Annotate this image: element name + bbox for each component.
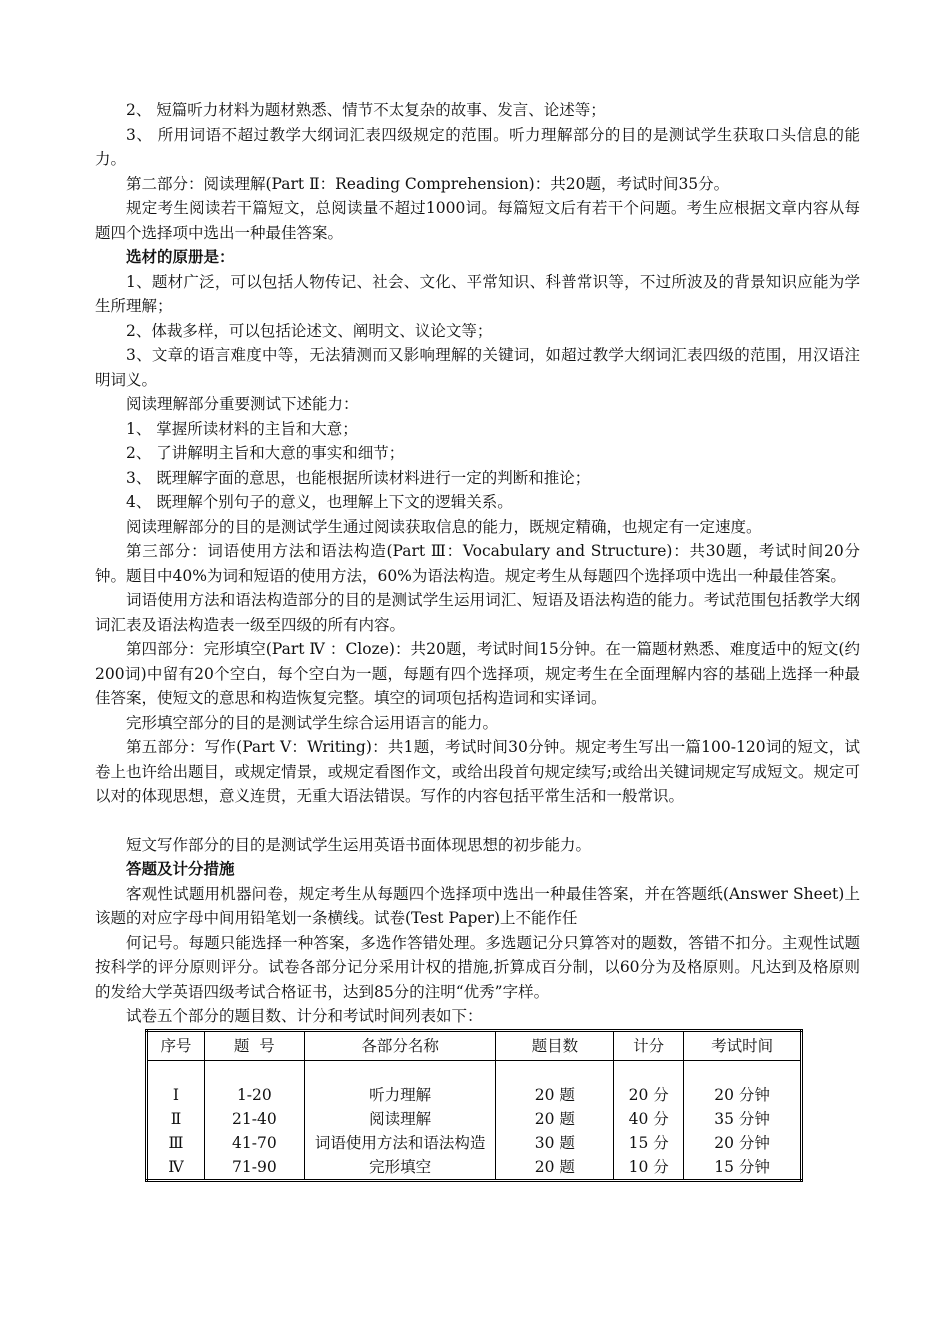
table-cell: 10 分 — [614, 1155, 684, 1181]
section-heading-part4: 第四部分：完形填空(Part Ⅳ ：Cloze)：共20题，考试时间15分钟。在一篇题材熟悉、难度适中的短文(约200词)中留有20个空白，每个空白为一题，每题有四个选择项，规定考生在全面理解内容的基础上选择一种最佳答案，使短文的意思和构造恢复完整。填空的词项包括构造词和实译词。 — [95, 640, 860, 707]
table-cell: 词语使用方法和语法构造 — [304, 1131, 496, 1155]
paragraph: 2、体裁多样，可以包括论述文、阐明文、议论文等； — [126, 321, 493, 340]
header-cell: 题目数 — [496, 1030, 614, 1060]
paragraph: 3、 所用词语不超过教学大纲词汇表四级规定的范围。听力理解部分的目的是测试学生获取口头信息的能力。 — [95, 125, 860, 168]
section-heading-part5: 第五部分：写作(Part Ⅴ：Writing)：共1题，考试时间30分钟。规定考生写出一篇100-120词的短文，试卷上也许给出题目，或规定情景，或规定看图作文，或给出段首句规定续写;或给出关键词规定写成短文。规定可以对的体现思想，意义连贯，无重大语法错误。写作的内容包括平常生活和一般常识。 — [95, 738, 860, 805]
table-cell: Ⅳ — [147, 1155, 205, 1181]
paragraph: 短文写作部分的目的是测试学生运用英语书面体现思想的初步能力。 — [126, 835, 592, 854]
header-cell: 题 号 — [204, 1030, 304, 1060]
table-cell: 35 分钟 — [684, 1107, 802, 1131]
list-item: 4、 既理解个别句子的意义，也理解上下文的逻辑关系。 — [126, 493, 513, 511]
header-cell: 各部分名称 — [304, 1030, 496, 1060]
exam-summary-table — [145, 1029, 803, 1182]
paragraph: 客观性试题用机器问卷，规定考生从每题四个选择项中选出一种最佳答案，并在答题纸(Answer Sheet)上该题的对应字母中间用铅笔划一条横线。试卷(Test Paper)上不能作任 — [95, 884, 860, 927]
table-row — [147, 1155, 802, 1181]
table-cell: 20 题 — [496, 1083, 614, 1107]
table-cell: Ⅱ — [147, 1107, 205, 1131]
table-cell: 71-90 — [204, 1155, 304, 1181]
table-cell: 20 分钟 — [684, 1131, 802, 1155]
paragraph: 2、 短篇听力材料为题材熟悉、情节不太复杂的故事、发言、论述等； — [126, 101, 606, 119]
subheading-material-principles: 选材的原册是： — [126, 247, 235, 266]
paragraph: 规定考生阅读若干篇短文，总阅读量不超过1000词。每篇短文后有若干个问题。考生应根据文章内容从每题四个选择项中选出一种最佳答案。 — [95, 199, 860, 242]
table-cell: 20 题 — [496, 1107, 614, 1131]
list-item: 1、 掌握所读材料的主旨和大意； — [126, 419, 358, 438]
section-heading-part2: 第二部分：阅读理解(Part Ⅱ：Reading Comprehension)：共20题，考试时间35分。 — [126, 174, 730, 193]
list-item: 2、 了讲解明主旨和大意的事实和细节； — [126, 444, 405, 462]
paragraph: 3、文章的语言难度中等，无法猜测而又影响理解的关键词，如超过教学大纲词汇表四级的范围，用汉语注明词义。 — [95, 346, 860, 389]
paragraph: 何记号。每题只能选择一种答案，多选作答错处理。多选题记分只算答对的题数，答错不扣分。主观性试题按科学的评分原则评分。试卷各部分记分采用计权的措施,折算成百分制，以60分为及格原则。凡达到及格原则的发给大学英语四级考试合格证书，达到85分的注明“优秀”字样。 — [95, 933, 860, 1001]
table-cell: 1-20 — [204, 1083, 304, 1107]
table-cell: 30 题 — [496, 1131, 614, 1155]
table-cell: Ⅲ — [147, 1131, 205, 1155]
paragraph: 1、题材广泛，可以包括人物传记、社会、文化、平常知识、科普常识等，不过所波及的背景知识应能为学生所理解； — [95, 272, 860, 315]
paragraph: 阅读理解部分的目的是测试学生通过阅读获取信息的能力，既规定精确，也规定有一定速度。 — [126, 517, 762, 536]
table-cell: 听力理解 — [304, 1083, 496, 1107]
table-cell: 阅读理解 — [304, 1107, 496, 1131]
table-cell: 20 题 — [496, 1155, 614, 1181]
table-cell: 完形填空 — [304, 1155, 496, 1181]
document-page — [95, 98, 860, 1182]
table-cell: 15 分 — [614, 1131, 684, 1155]
table-spacer-row — [147, 1060, 802, 1083]
table-cell: 20 分 — [614, 1083, 684, 1107]
table-cell: 21-40 — [204, 1107, 304, 1131]
table-cell: 20 分钟 — [684, 1083, 802, 1107]
table-cell: Ⅰ — [147, 1083, 205, 1107]
blank-gap — [95, 809, 860, 833]
paragraph: 词语使用方法和语法构造部分的目的是测试学生运用词汇、短语及语法构造的能力。考试范围包括教学大纲词汇表及语法构造表一级至四级的所有内容。 — [95, 591, 860, 634]
table-cell: 15 分钟 — [684, 1155, 802, 1181]
paragraph: 阅读理解部分重要测试下述能力： — [126, 395, 359, 413]
table-cell: 40 分 — [614, 1107, 684, 1131]
table-caption: 试卷五个部分的题目数、计分和考试时间列表如下： — [126, 1007, 483, 1025]
paragraph: 完形填空部分的目的是测试学生综合运用语言的能力。 — [126, 713, 499, 732]
table-row — [147, 1107, 802, 1131]
table-header-row — [147, 1030, 802, 1060]
table-row — [147, 1083, 802, 1107]
header-cell: 序号 — [147, 1030, 205, 1060]
section-heading-part3: 第三部分：词语使用方法和语法构造(Part Ⅲ：Vocabulary and Structure)：共30题，考试时间20分钟。题目中40%为词和短语的使用方法，60%为语法构造。规定考生从每题四个选择项中选出一种最佳答案。 — [95, 542, 860, 585]
table-cell: 41-70 — [204, 1131, 304, 1155]
list-item: 3、 既理解字面的意思，也能根据所读材料进行一定的判断和推论； — [126, 468, 591, 487]
table-row — [147, 1131, 802, 1155]
header-cell: 考试时间 — [684, 1030, 802, 1060]
header-cell: 计分 — [614, 1030, 684, 1060]
subheading-scoring: 答题及计分措施 — [126, 859, 235, 878]
